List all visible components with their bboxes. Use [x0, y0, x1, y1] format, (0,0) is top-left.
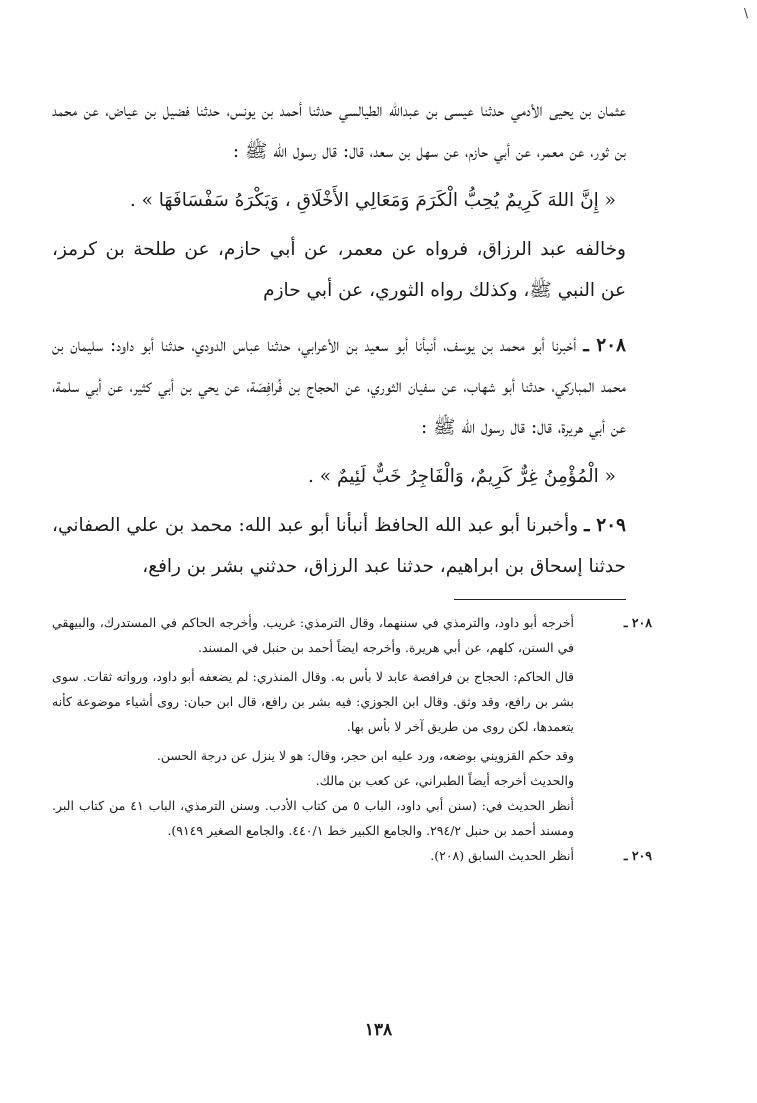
footnote-208: [52, 610, 652, 843]
hadith-quote-1: « إِنَّ اللهَ كَرِيمٌ يُحِبُّ الْكَرَمَ وَمَعَالِي الأَخْلَاقِ ، وَيَكْرَهُ سَفْسَافَهَا » .: [129, 190, 616, 211]
paragraph-isnad-1: عثمان بن يحيى الأدمي حدثنا عيسى بن عبدالله الطيالسي حدثنا أحمد بن يونس، حدثنا فضيل بن عياض، عن محمد بن ثور، عن معمر، عن أبي حازم، عن سهل بن سعد، قال: قال رسول الله ﷺ :: [52, 100, 626, 162]
footnote-208-text-d: والحديث أخرجه أيضاً الطبراني، عن كعب بن مالك.: [315, 773, 574, 788]
hadith-209-text: وأخبرنا أبو عبد الله الحافظ أنبأنا أبو عبد الله: محمد بن علي الصفاني، حدثنا إسحاق بن ابراهيم، حدثنا عبد الرزاق، حدثني بشر بن رافع،: [52, 515, 626, 577]
hadith-number-208: ٢٠٨ ـ: [583, 335, 626, 356]
footnote-208-text-b: قال الحاكم: الحجاج بن فرافصة عابد لا بأس به. وقال المنذري: لم يضعفه أبو داود، ورواته ثقات. سوى بشر بن رافع، وقد وثق. وقال ابن الجوزي: فيه بشر بن رافع، قال ابن حبان: روى أشياء موضوعة كأنه يتعمدها، لكن روى من طريق آخر لا بأس بها.: [52, 669, 574, 734]
hadith-208-text: أخبرنا أبو محمد بن يوسف، أنبأنا أبو سعيد بن الأعرابي، حدثنا عباس الدودي، حدثنا أبو داود: سليمان بن محمد المباركي، حدثنا أبو شهاب، عن سفيان الثوري، عن الحجاج بن فُرافِصَة، عن يحي بن أبي كثير، عن أبي سلمة، عن أبي هريرة، قال: قال رسول الله ﷺ :: [52, 335, 626, 438]
footnote-208-text-a: أخرجه أبو داود، والترمذي في سننهما، وقال الترمذي: غريب. وأخرجه الحاكم في المستدرك، والبيهقي في السنن، كلهم، عن أبي هريرة. وأخرجه ايضاً أحمد بن حنبل في المسند.: [52, 615, 574, 655]
footnote-209: [52, 843, 652, 868]
footnote-number-208: ٢٠٨ ـ: [623, 615, 652, 630]
footnote-209-text: أنظر الحديث السابق (٢٠٨).: [430, 848, 574, 863]
main-text: [52, 90, 626, 587]
paragraph-isnad-2: وخالفه عبد الرزاق، فرواه عن معمر، عن أبي حازم، عن طلحة بن كرمز، عن النبي ﷺ، وكذلك رواه الثوري، عن أبي حازم: [52, 239, 626, 301]
hadith-quote-2: « الْمُؤْمِنُ غِرٌّ كَرِيمٌ، وَالْفَاجِرُ خَبٌّ لَئِيمٌ » .: [308, 466, 616, 487]
corner-mark: \: [744, 6, 749, 20]
hadith-208: [52, 325, 626, 448]
hadith-number-209: ٢٠٩ ـ: [584, 515, 626, 536]
footnote-separator: [454, 599, 626, 600]
page-number: ١٣٨: [364, 1020, 393, 1040]
footnote-208-text-e: أنظر الحديث في: (سنن أبي داود، الباب ٥ من كتاب الأدب. وسنن الترمذي، الباب ٤١ من كتاب البر. ومسند أحمد بن حنبل ٢٩٤/٢. والجامع الكبير خط ٤٤٠/١. والجامع الصغير ٩١٤٩).: [52, 798, 574, 838]
hadith-209: [52, 505, 626, 587]
footnote-number-209: ٢٠٩ ـ: [623, 848, 652, 863]
footnotes: [52, 610, 652, 868]
page-content: [52, 90, 652, 868]
footnote-208-text-c: وقد حكم القزويني بوضعه، ورد عليه ابن حجر، وقال: هو لا ينزل عن درجة الحسن.: [156, 748, 574, 763]
